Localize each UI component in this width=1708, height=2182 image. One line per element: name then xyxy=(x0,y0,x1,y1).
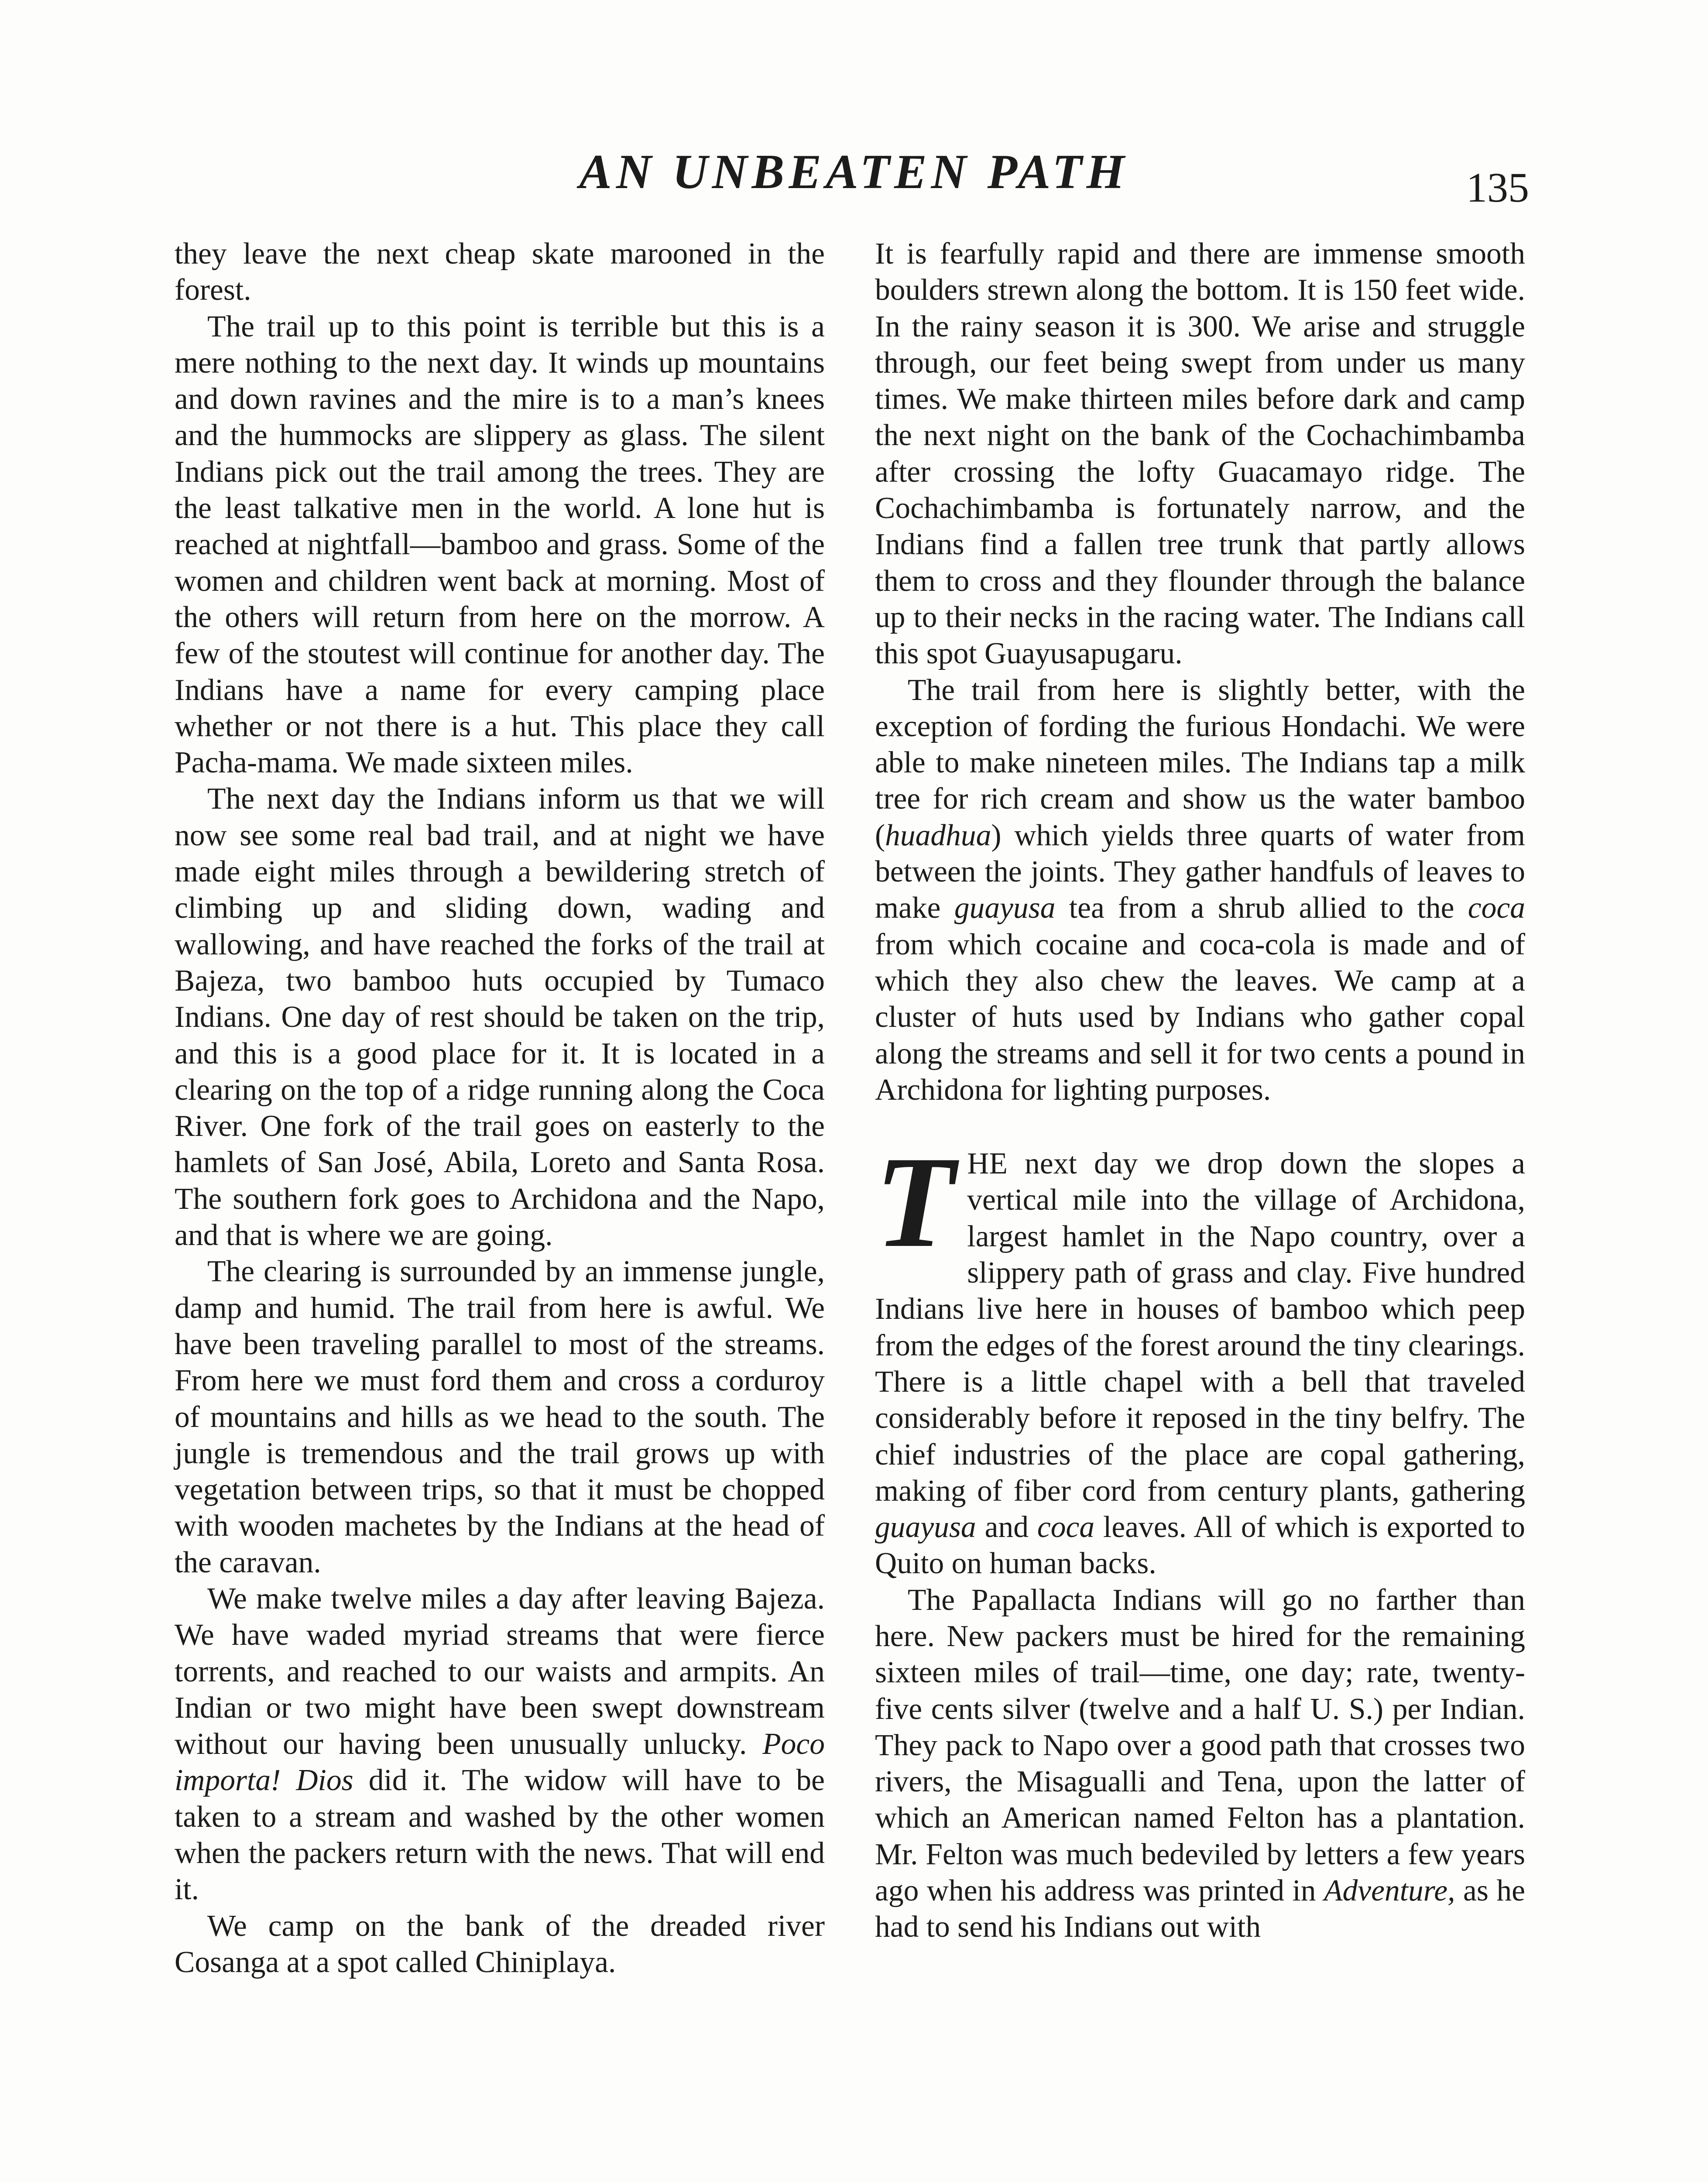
italic-word: Adventure, xyxy=(1324,1874,1455,1908)
italic-word: coca xyxy=(1468,891,1525,925)
paragraph: We camp on the bank of the dreaded river Cosanga at a spot called Chiniplaya. xyxy=(175,1909,825,1979)
text-run: The Papallacta Indians will go no farther than here. New packers must be hired for the remaining sixteen miles of trail—time, one day; rate, twenty-five cents silver (twelve and a half U. S.) per Indian. They pack to Napo over a good path that crosses two rivers, the Misagualli and Tena, upon the latter of which an American named Felton has a plantation. Mr. Felton was much bedeviled by letters a few years ago when his address was printed in xyxy=(875,1583,1525,1908)
text-run: HE next day we drop down the slopes a vertical mile into the village of Archidona, largest hamlet in the Napo country, over a slippery path of grass and clay. Five hundred Indians live here in houses of bamboo which peep from the edges of the forest around the tiny clearings. There is a little chapel with a bell that traveled considerably before it reposed in the tiny belfry. The chief industries of the place are copal gathering, making of fiber cord from century plants, gathering xyxy=(875,1147,1525,1508)
page-number: 135 xyxy=(1466,164,1529,211)
italic-phrase: Poco importa! Dios xyxy=(175,1727,825,1798)
text-run: from which cocaine and coca-cola is made and of which they also chew the leaves. We camp at a cluster of huts used by Indians who gather copal along the streams and sell it for two cents a pound in Archidona for lighting purposes. xyxy=(875,927,1525,1107)
paragraph: The clearing is surrounded by an immense jungle, damp and humid. The trail from here is awful. We have been traveling parallel to most of the streams. From here we must ford them and cross a corduroy of mountains and hills as we head to the south. The jungle is tremendous and the trail grows up with vegetation between trips, so that it must be chopped with wooden machetes by the Indians at the head of the caravan. xyxy=(175,1255,825,1579)
italic-word: huadhua xyxy=(885,818,991,852)
paragraph: The next day the Indians inform us that we will now see some real bad trail, and at night we have made eight miles through a bewildering stretch of climbing up and sliding down, wading and wallowing, and have reached the forks of the trail at Bajeza, two bamboo huts occupied by Tumaco Indians. One day of rest should be taken on the trip, and this is a good place for it. It is located in a clearing on the top of a ridge running along the Coca River. One fork of the trail goes on easterly to the hamlets of San José, Abila, Loreto and Santa Rosa. The southern fork goes to Archidona and the Napo, and that is where we are going. xyxy=(175,782,825,1252)
paragraph xyxy=(875,1582,1525,1945)
text-run: We make twelve miles a day after leaving Bajeza. We have waded myriad streams that were fierce torrents, and reached to our waists and armpits. An Indian or two might have been swept downstream without our having been unusually unlucky. xyxy=(175,1582,825,1761)
paragraph: The trail up to this point is terrible but this is a mere nothing to the next day. It winds up mountains and down ravines and the mire is to a man’s knees and the hummocks are slippery as glass. The silent Indians pick out the trail among the trees. They are the least talkative men in the world. A lone hut is reached at nightfall—bamboo and grass. Some of the women and children went back at morning. Most of the others will return from here on the morrow. A few of the stoutest will continue for another day. The Indians have a name for every camping place whether or not there is a hut. This place they call Pacha-mama. We made sixteen miles. xyxy=(175,309,825,780)
right-column xyxy=(875,236,1525,1945)
paragraph xyxy=(175,1581,825,1908)
text-run: did it. The widow will have to be taken to a stream and washed by the other women when the packers return with the news. That will end it. xyxy=(175,1763,825,1907)
text-run: as he had to send his Indians out with xyxy=(875,1874,1525,1944)
paragraph: It is fearfully rapid and there are immense smooth boulders strewn along the bottom. It is 150 feet wide. In the rainy season it is 300. We arise and struggle through, our feet being swept from under us many times. We make thirteen miles before dark and camp the next night on the bank of the Cochachimbamba after crossing the lofty Guacamayo ridge. The Cochachimbamba is fortunately narrow, and the Indians find a fallen tree trunk that partly allows them to cross and they flounder through the balance up to their necks in the racing water. The Indians call this spot Guayusapugaru. xyxy=(875,237,1525,671)
paragraph: they leave the next cheap skate marooned in the forest. xyxy=(175,237,825,307)
italic-word: guayusa xyxy=(954,891,1056,925)
page-header xyxy=(0,144,1708,209)
paragraph xyxy=(875,672,1525,1108)
italic-word: coca xyxy=(1037,1510,1095,1544)
running-title: AN UNBEATEN PATH xyxy=(579,145,1129,199)
text-run: The trail from here is slightly better, with the exception of fording the furious Hondachi. We were able to make nineteen miles. The Indians tap a milk tree for rich cream and show us the water bamboo ( xyxy=(875,673,1525,852)
text-run: ) which yields three quarts of water from between the joints. They gather handfuls of leaves to make xyxy=(875,818,1525,925)
text-run: tea from a shrub allied to the xyxy=(1055,891,1468,925)
drop-cap: T xyxy=(875,1129,955,1275)
section-paragraph xyxy=(875,1129,1525,1582)
text-run: leaves. All of which is exported to Quito on human backs. xyxy=(875,1510,1525,1581)
italic-word: guayusa xyxy=(875,1510,976,1544)
left-column xyxy=(175,236,825,1980)
text-run: and xyxy=(976,1510,1037,1544)
